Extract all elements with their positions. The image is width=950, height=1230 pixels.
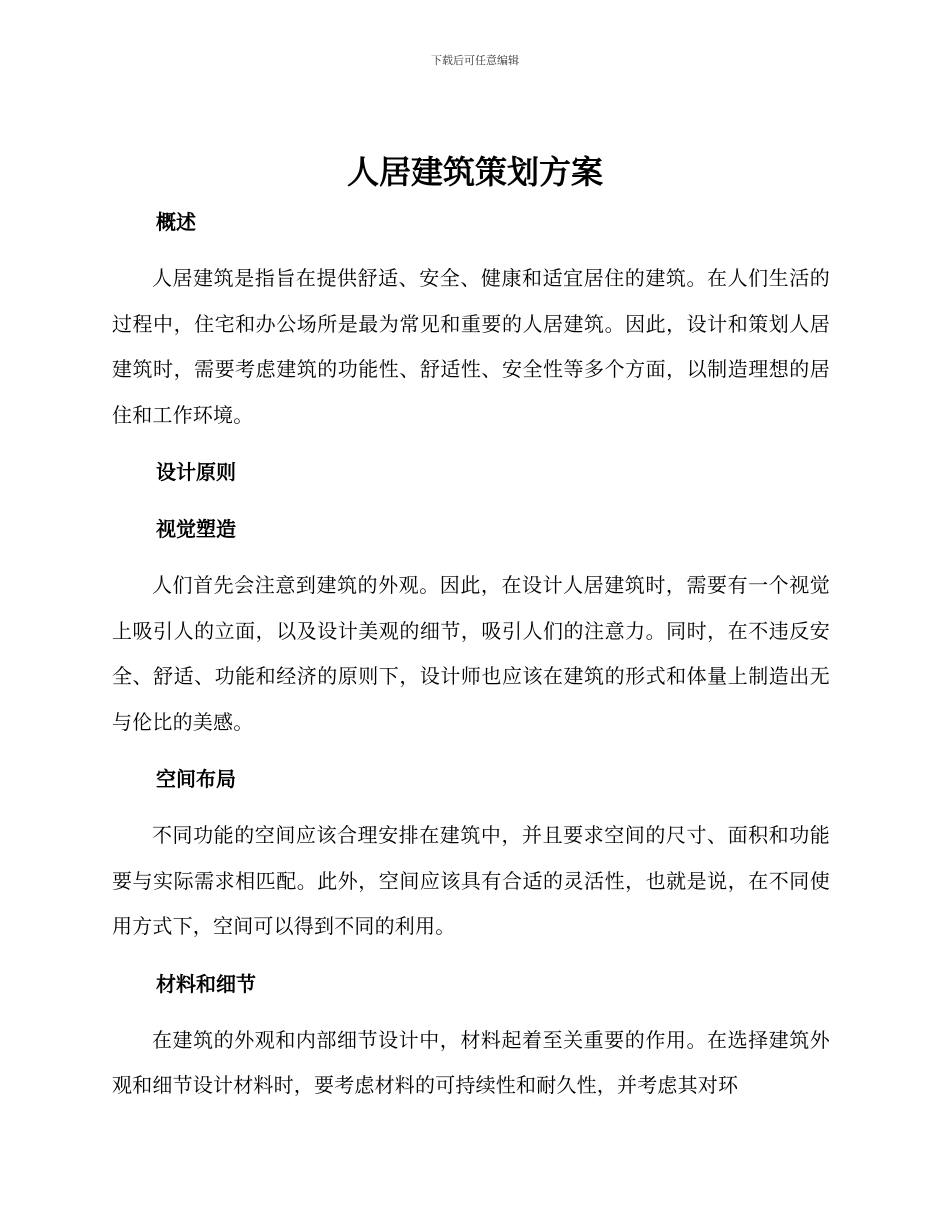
section-heading-visual-shaping: 视觉塑造 [156,517,236,541]
document-body [112,199,830,1109]
document-title: 人居建筑策划方案 [346,153,603,191]
section-paragraph-visual-shaping: 人们首先会注意到建筑的外观。因此，在设计人居建筑时，需要有一个视觉上吸引人的立面，以及设计美观的细节，吸引人们的注意力。同时，在不违反安全、舒适、功能和经济的原则下，设计师也应该在建筑的形式和体量上制造出无与伦比的美感。 [112,573,830,734]
section-heading-materials-details: 材料和细节 [156,971,256,996]
section-heading-overview: 概述 [156,210,196,234]
section-paragraph-overview: 人居建筑是指旨在提供舒适、安全、健康和适宜居住的建筑。在人们生活的过程中，住宅和办公场所是最为常见和重要的人居建筑。因此，设计和策划人居建筑时，需要考虑建筑的功能性、舒适性、安全性等多个方面，以制造理想的居住和工作环境。 [112,266,830,427]
section-paragraph-space-layout: 不同功能的空间应该合理安排在建筑中，并且要求空间的尺寸、面积和功能要与实际需求相匹配。此外，空间应该具有合适的灵活性，也就是说，在不同使用方式下，空间可以得到不同的利用。 [112,823,830,938]
section-heading-space-layout: 空间布局 [156,767,236,791]
section-heading-design-principles: 设计原则 [156,460,236,484]
section-paragraph-materials-details: 在建筑的外观和内部细节设计中，材料起着至关重要的作用。在选择建筑外观和细节设计材料时，要考虑材料的可持续性和耐久性，并考虑其对环 [112,1027,830,1097]
page-header-note: 下载后可任意编辑 [431,54,519,67]
